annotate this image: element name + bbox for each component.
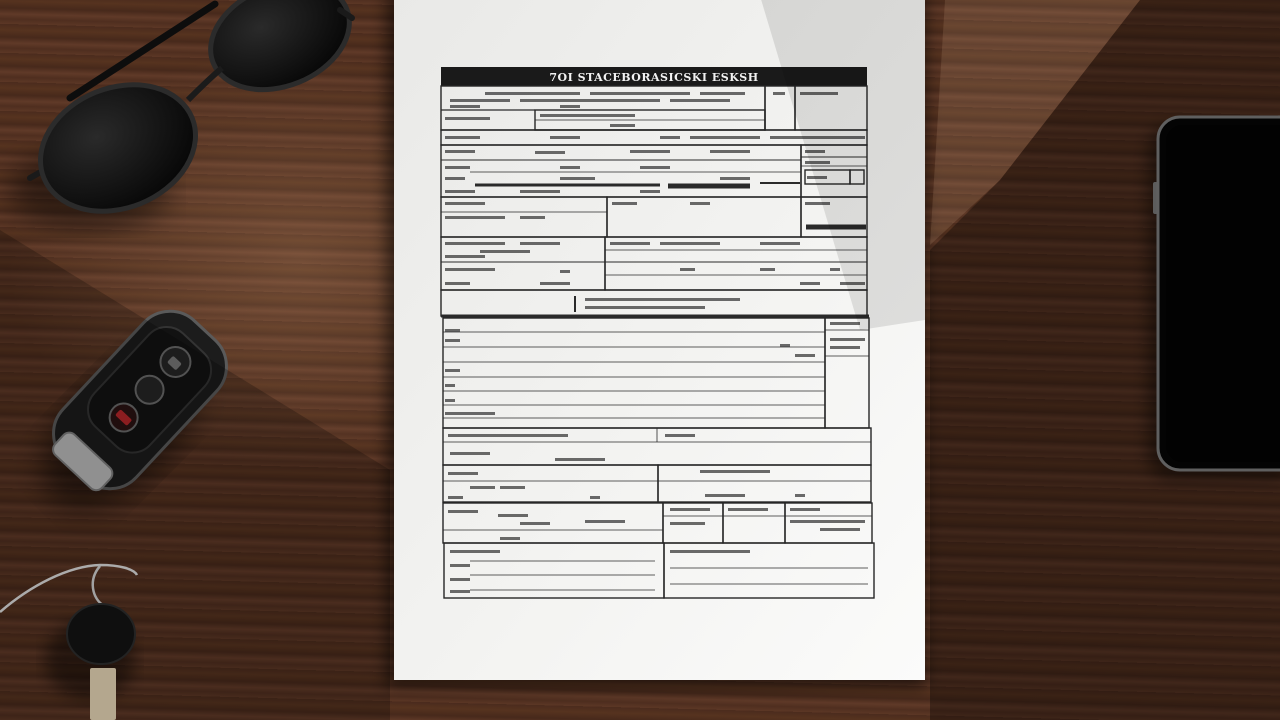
sunglasses-bridge <box>188 68 222 100</box>
illegible-text <box>445 136 480 139</box>
illegible-text <box>795 354 815 357</box>
illegible-text <box>720 177 750 180</box>
sunglasses-lens-right <box>195 0 366 109</box>
illegible-text <box>795 494 805 497</box>
illegible-text <box>830 346 860 349</box>
illegible-text <box>450 452 490 455</box>
illegible-text <box>450 564 470 567</box>
illegible-text <box>680 268 695 271</box>
form-header-title: 7OI STACEBORASICSKI ESKSH <box>549 71 759 84</box>
illegible-text <box>448 434 568 437</box>
illegible-text <box>728 508 768 511</box>
illegible-text <box>670 522 705 525</box>
illegible-text <box>445 150 475 153</box>
illegible-text <box>445 268 495 271</box>
illegible-text <box>445 166 470 169</box>
illegible-text <box>480 250 530 253</box>
illegible-text <box>830 322 860 325</box>
illegible-text <box>445 117 490 120</box>
illegible-text <box>485 92 580 95</box>
illegible-text <box>830 268 840 271</box>
illegible-text <box>700 92 745 95</box>
illegible-text <box>450 590 470 593</box>
left-lower-shadow <box>0 230 390 720</box>
illegible-text <box>470 486 495 489</box>
illegible-text <box>760 242 800 245</box>
illegible-text <box>690 136 760 139</box>
illegible-text <box>540 282 570 285</box>
illegible-text <box>660 242 720 245</box>
illegible-text <box>450 578 470 581</box>
illegible-text <box>670 508 710 511</box>
illegible-text <box>445 255 485 258</box>
illegible-text <box>500 537 520 540</box>
illegible-text <box>500 486 525 489</box>
illegible-text <box>448 496 463 499</box>
illegible-text <box>448 510 478 513</box>
illegible-text <box>498 514 528 517</box>
illegible-text <box>550 136 580 139</box>
illegible-text <box>450 550 500 553</box>
illegible-text <box>640 166 670 169</box>
illegible-text <box>585 298 740 301</box>
illegible-text <box>610 124 635 127</box>
illegible-text <box>520 242 560 245</box>
illegible-text <box>612 202 637 205</box>
illegible-text <box>830 338 865 341</box>
illegible-text <box>585 306 705 309</box>
illegible-text <box>690 202 710 205</box>
illegible-text <box>700 470 770 473</box>
illegible-text <box>590 92 690 95</box>
illegible-text <box>640 190 660 193</box>
illegible-text <box>535 151 565 154</box>
illegible-text <box>610 242 650 245</box>
illegible-text <box>760 268 775 271</box>
illegible-text <box>445 190 475 193</box>
illegible-text <box>560 166 580 169</box>
illegible-text <box>445 329 460 332</box>
illegible-text <box>590 496 600 499</box>
sunglasses <box>10 0 365 234</box>
illegible-text <box>773 92 785 95</box>
illegible-text <box>445 202 485 205</box>
illegible-text <box>445 177 465 180</box>
illegible-text <box>790 508 820 511</box>
illegible-text <box>445 399 455 402</box>
illegible-text <box>450 105 480 108</box>
illegible-text <box>540 114 635 117</box>
illegible-text <box>520 216 545 219</box>
illegible-text <box>445 369 460 372</box>
illegible-text <box>520 522 550 525</box>
illegible-text <box>445 384 455 387</box>
illegible-text <box>670 550 750 553</box>
illegible-text <box>520 99 660 102</box>
illegible-text <box>670 99 730 102</box>
illegible-text <box>445 216 505 219</box>
illegible-text <box>445 412 495 415</box>
illegible-text <box>445 242 505 245</box>
illegible-text <box>710 150 750 153</box>
illegible-text <box>560 270 570 273</box>
illegible-text <box>630 150 670 153</box>
illegible-text <box>790 520 865 523</box>
illegible-text <box>448 472 478 475</box>
illegible-text <box>445 339 460 342</box>
illegible-text <box>820 528 860 531</box>
illegible-text <box>445 282 470 285</box>
illegible-text <box>560 177 595 180</box>
illegible-text <box>660 136 680 139</box>
illegible-text <box>705 494 745 497</box>
illegible-text <box>520 190 560 193</box>
illegible-text <box>450 99 510 102</box>
illegible-text <box>560 105 580 108</box>
illegible-text <box>780 344 790 347</box>
illegible-text <box>585 520 625 523</box>
illegible-text <box>665 434 695 437</box>
illegible-text <box>800 282 820 285</box>
illegible-text <box>555 458 605 461</box>
